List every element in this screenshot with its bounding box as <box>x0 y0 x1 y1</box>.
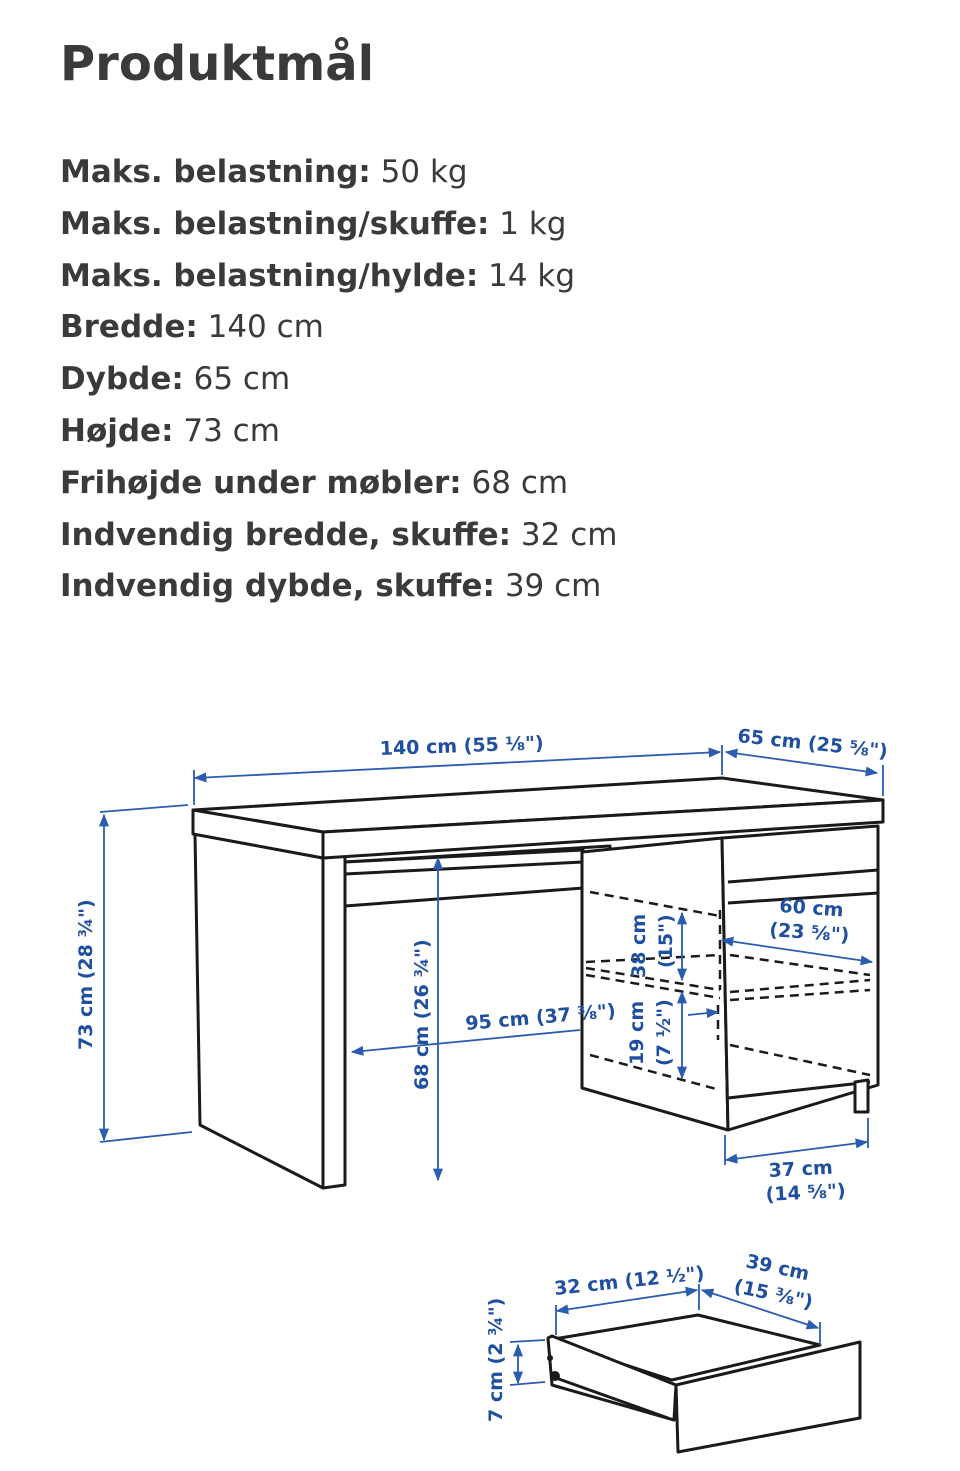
page-title: Produktmål <box>60 36 375 92</box>
spec-label: Frihøjde under møbler: <box>60 464 462 501</box>
width-label: 140 cm (55 ⅛") <box>379 732 545 760</box>
drawer-depth-cm-label: 39 cm <box>743 1250 812 1286</box>
clearance-label: 68 cm (26 ¾") <box>411 939 433 1090</box>
spec-value: 68 cm <box>471 464 569 501</box>
cabinet-width-in-label: (14 ⅝") <box>765 1179 847 1206</box>
shelf-lower-in-label: (7 ½") <box>653 999 675 1066</box>
knee-width-label: 95 cm (37 ⅜") <box>464 999 617 1035</box>
height-label: 73 cm (28 ¾") <box>75 899 97 1050</box>
spec-value: 14 kg <box>488 257 576 294</box>
spec-value: 140 cm <box>207 309 324 346</box>
shelf-lower-cm-label: 19 cm <box>626 1000 648 1065</box>
spec-value: 39 cm <box>504 568 602 605</box>
drawer-width-label: 32 cm (12 ½") <box>553 1262 706 1300</box>
spec-label: Maks. belastning: <box>60 154 371 190</box>
spec-label: Indvendig bredde, skuffe: <box>60 516 512 553</box>
spec-value: 32 cm <box>520 516 618 553</box>
spec-value: 73 cm <box>183 412 280 449</box>
spec-value: 65 cm <box>193 361 291 398</box>
spec-label: Indvendig dybde, skuffe: <box>60 568 495 605</box>
depth-label: 65 cm (25 ⅝") <box>736 725 889 763</box>
spec-label: Højde: <box>60 412 174 449</box>
desk-drawing <box>193 778 883 1188</box>
cabinet-depth-cm-label: 60 cm <box>778 895 845 922</box>
spec-label: Maks. belastning/skuffe: <box>60 205 490 242</box>
spec-label: Maks. belastning/hylde: <box>60 257 479 294</box>
shelf-upper-cm-label: 38 cm <box>628 913 650 978</box>
drawer-height-label: 7 cm (2 ¾") <box>485 1297 507 1422</box>
shelf-upper-in-label: (15") <box>655 914 677 968</box>
spec-label: Dybde: <box>60 361 184 398</box>
spec-value: 1 kg <box>499 205 567 242</box>
cabinet-depth-in-label: (23 ⅝") <box>768 919 850 947</box>
drawer-depth-in-label: (15 ⅜") <box>731 1275 815 1314</box>
cabinet-width-cm-label: 37 cm <box>768 1156 834 1182</box>
spec-label: Bredde: <box>60 309 198 346</box>
spec-value: 50 kg <box>380 154 468 190</box>
